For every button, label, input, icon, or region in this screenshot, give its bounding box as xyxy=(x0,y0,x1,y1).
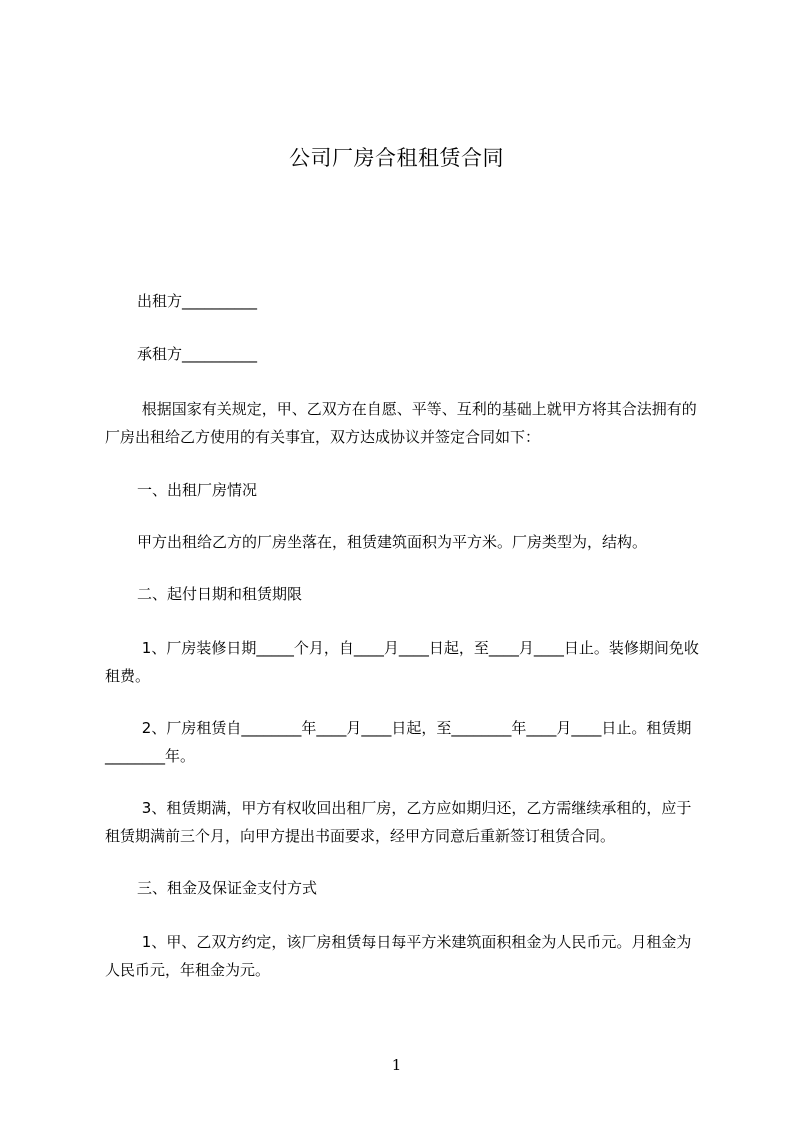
section-2-item-3: 3、租赁期满，甲方有权收回出租厂房，乙方应如期归还，乙方需继续承租的，应于租赁期满前三个月，向甲方提出书面要求，经甲方同意后重新签订租赁合同。 xyxy=(105,799,692,845)
section-2-item-2: 2、厂房租赁自________年____月____日起，至________年____月____日止。租赁期________年。 xyxy=(105,719,692,765)
section-3-item-1: 1、甲、乙双方约定，该厂房租赁每日每平方米建筑面积租金为人民币元。月租金为人民币元，年租金为元。 xyxy=(105,933,692,979)
section-3-heading: 三、租金及保证金支付方式 xyxy=(137,879,318,897)
section-2-heading: 二、起付日期和租赁期限 xyxy=(137,585,303,603)
document-title: 公司厂房合租租赁合同 xyxy=(289,146,504,170)
section-2-item-1: 1、厂房装修日期_____个月，自____月____日起，至____月____日止。装修期间免收租费。 xyxy=(105,639,699,685)
lessee-line: 承租方__________ xyxy=(137,345,258,363)
intro-paragraph: 根据国家有关规定，甲、乙双方在自愿、平等、互利的基础上就甲方将其合法拥有的厂房出租给乙方使用的有关事宜，双方达成协议并签定合同如下： xyxy=(105,400,697,446)
page-number: 1 xyxy=(391,1056,402,1074)
lessor-line: 出租方__________ xyxy=(137,292,258,310)
section-1-body: 甲方出租给乙方的厂房坐落在，租赁建筑面积为平方米。厂房类型为，结构。 xyxy=(137,533,648,551)
section-1-heading: 一、出租厂房情况 xyxy=(137,481,258,499)
